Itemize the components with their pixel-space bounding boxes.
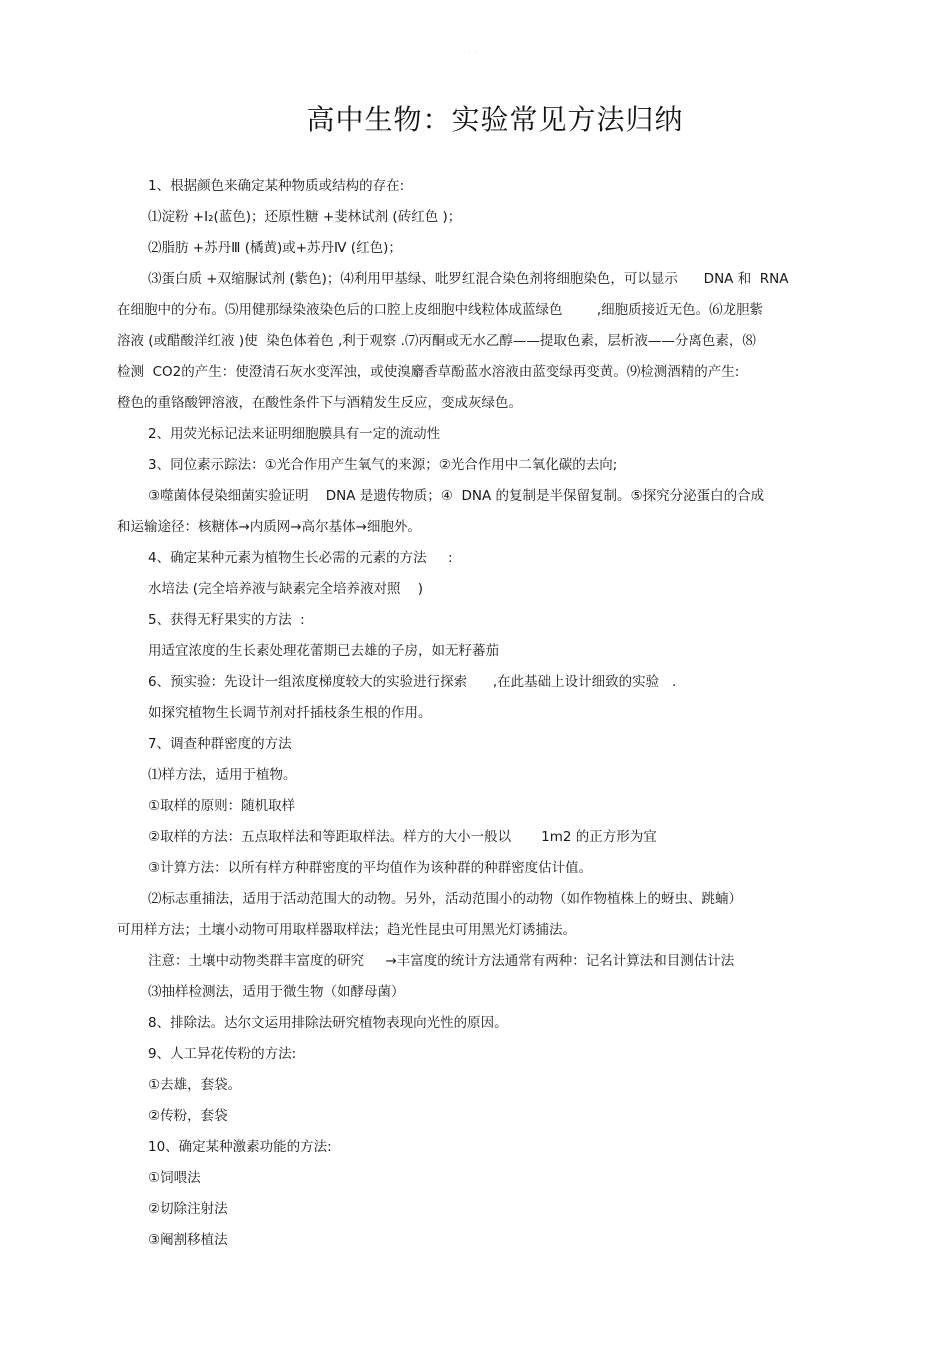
text-line: 3、同位素示踪法：①光合作用产生氧气的来源；②光合作用中二氧化碳的去向; (148, 457, 618, 473)
text-line: 和运输途径：核糖体→内质网→高尔基体→细胞外。 (117, 519, 421, 535)
text-line: ③阉割移植法 (148, 1232, 228, 1248)
text-line: ⑶蛋白质 +双缩脲试剂 (紫色)；⑷利用甲基绿、吡罗红混合染色剂将细胞染色，可以显示 DNA 和 RNA (148, 271, 789, 287)
text-line: 用适宜浓度的生长素处理花蕾期已去雄的子房，如无籽蕃茄 (148, 643, 499, 659)
text-line: 注意：土壤中动物类群丰富度的研究 →丰富度的统计方法通常有两种：记名计算法和目测估计法 (148, 953, 735, 969)
text-line: ①饲喂法 (148, 1170, 201, 1186)
text-line: 7、调查种群密度的方法 (148, 736, 292, 752)
text-line: ①取样的原则：随机取样 (148, 798, 296, 814)
text-line: 在细胞中的分布。⑸用健那绿染液染色后的口腔上皮细胞中线粒体成蓝绿色 ,细胞质接近无色。⑹龙胆紫 (117, 302, 764, 318)
text-line: 2、用荧光标记法来证明细胞膜具有一定的流动性 (148, 426, 441, 442)
text-line: 9、人工异花传粉的方法: (148, 1046, 297, 1062)
text-line: ⑵脂肪 +苏丹Ⅲ (橘黄)或+苏丹Ⅳ (红色)； (148, 240, 402, 256)
text-line: 5、获得无籽果实的方法 : (148, 612, 305, 628)
text-line: 6、预实验：先设计一组浓度梯度较大的实验进行探索 ,在此基础上设计细致的实验 . (148, 674, 677, 690)
text-line: 10、确定某种激素功能的方法: (148, 1139, 332, 1155)
text-line: ①去雄，套袋。 (148, 1077, 242, 1093)
text-line: ⑵标志重捕法，适用于活动范围大的动物。另外，活动范围小的动物（如作物植株上的蚜虫、跳蝻） (148, 891, 742, 907)
text-line: 8、排除法。达尔文运用排除法研究植物表现向光性的原因。 (148, 1015, 508, 1031)
text-line: 溶液 (或醋酸洋红液 )使 染色体着色 ,利于观察 .⑺丙酮或无水乙醇——提取色素，层析液——分离色素，⑻ (117, 333, 756, 349)
text-line: ②切除注射法 (148, 1201, 228, 1217)
text-line: 1、根据颜色来确定某种物质或结构的存在: (148, 178, 405, 194)
text-line: ②传粉，套袋 (148, 1108, 228, 1124)
text-line: ⑶抽样检测法，适用于微生物（如酵母菌） (148, 984, 405, 1000)
page-title: 高中生物：实验常见方法归纳 (306, 103, 684, 136)
text-line: ③计算方法：以所有样方种群密度的平均值作为该种群的种群密度估计值。 (148, 860, 593, 876)
text-line: 水培法 (完全培养液与缺素完全培养液对照 ) (148, 581, 423, 597)
text-line: ⑴淀粉 +I₂(蓝色)；还原性糖 +斐林试剂 (砖红色 )； (148, 209, 462, 225)
text-line: ②取样的方法：五点取样法和等距取样法。样方的大小一般以 1m2 的正方形为宜 (148, 829, 657, 845)
text-line: ③噬菌体侵染细菌实验证明 DNA 是遗传物质；④ DNA 的复制是半保留复制。⑤探究分泌蛋白的合成 (148, 488, 765, 504)
text-line: 橙色的重铬酸钾溶液，在酸性条件下与酒精发生反应，变成灰绿色。 (117, 395, 522, 411)
text-line: 4、确定某种元素为植物生长必需的元素的方法 : (148, 550, 453, 566)
header-mark: · · · (463, 50, 478, 57)
text-line: 可用样方法；土壤小动物可用取样器取样法；趋光性昆虫可用黑光灯诱捕法。 (117, 922, 576, 938)
text-line: 检测 CO2的产生：使澄清石灰水变浑浊，或使溴麝香草酚蓝水溶液由蓝变绿再变黄。⑼检测酒精的产生: (117, 364, 740, 380)
document-body (117, 171, 847, 1256)
text-line: 如探究植物生长调节剂对扦插枝条生根的作用。 (148, 705, 432, 721)
text-line: ⑴样方法，适用于植物。 (148, 767, 297, 783)
